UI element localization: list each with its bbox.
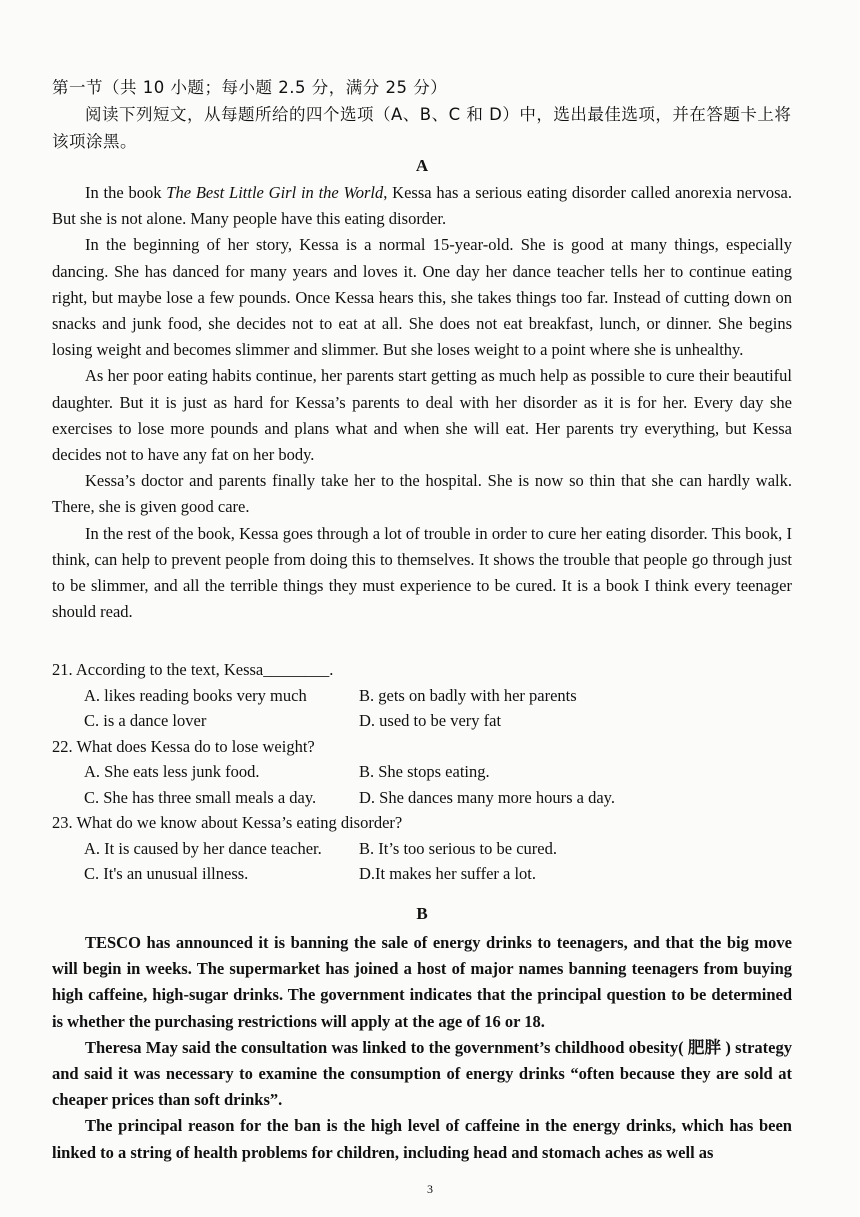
- passage-a: [52, 156, 792, 625]
- option-b[interactable]: B. gets on badly with her parents: [359, 685, 577, 705]
- p1-text-after: , Kessa has a serious eating disorder called anorexia nervosa. But she is not alone. Many people have this eating disorder.: [52, 183, 792, 229]
- book-title: The Best Little Girl in the World: [166, 183, 384, 202]
- p1-text-before: In the book: [85, 183, 167, 202]
- passage-a-paragraph-5: In the rest of the book, Kessa goes through a lot of trouble in order to cure her eating disorder. This book, I think, can help to prevent people from doing this to themselves. It shows the trouble that people go through just to be slimmer, and all the terrible things they must experience to be cured. It is a book I think every teenager should read.: [52, 523, 792, 622]
- question-23: [52, 810, 792, 887]
- section-header: [52, 74, 792, 155]
- option-c[interactable]: C. It's an unusual illness.: [84, 864, 249, 883]
- passage-a-heading: A: [415, 156, 429, 175]
- option-d[interactable]: D. She dances many more hours a day.: [359, 787, 615, 807]
- passage-b-paragraph-3: The principal reason for the ban is the high level of caffeine in the energy drinks, which has been linked to a string of health problems for children, including head and stomach aches as well as: [52, 1116, 792, 1162]
- option-a[interactable]: A. She eats less junk food.: [84, 762, 260, 781]
- question-stem: 21. According to the text, Kessa________.: [52, 660, 334, 679]
- passage-a-paragraph-1: [52, 180, 792, 232]
- section-title: 第一节（共 10 小题；每小题 2.5 分，满分 25 分）: [52, 78, 448, 97]
- passage-b-paragraph-1: TESCO has announced it is banning the sale of energy drinks to teenagers, and that the big move will begin in weeks. The supermarket has joined a host of major names banning teenagers from buying high caffeine, high-sugar drinks. The government indicates that the principal question to be determined is whether the purchasing restrictions will apply at the age of 16 or 18.: [52, 933, 792, 1031]
- question-stem: 22. What does Kessa do to lose weight?: [52, 736, 315, 756]
- page-number: 3: [427, 1182, 433, 1196]
- option-c[interactable]: C. is a dance lover: [84, 711, 207, 730]
- question-21: [52, 657, 792, 734]
- question-stem: 23. What do we know about Kessa’s eating disorder?: [52, 813, 403, 832]
- option-b[interactable]: B. It’s too serious to be cured.: [359, 838, 557, 858]
- option-a[interactable]: A. It is caused by her dance teacher.: [84, 838, 322, 858]
- passage-b-paragraph-2: Theresa May said the consultation was linked to the government’s childhood obesity( 肥胖 ) strategy and said it was necessary to examine the consumption of energy drinks “often because they are sold at cheaper prices than soft drinks”.: [52, 1037, 792, 1110]
- passage-b: [52, 904, 792, 1166]
- option-a[interactable]: A. likes reading books very much: [84, 685, 307, 705]
- option-b[interactable]: B. She stops eating.: [359, 762, 490, 781]
- question-22: [52, 734, 792, 811]
- option-d[interactable]: D. used to be very fat: [359, 711, 502, 730]
- passage-a-paragraph-4: Kessa’s doctor and parents finally take her to the hospital. She is now so thin that she can hardly walk. There, she is given good care.: [52, 471, 792, 517]
- section-instruction: 阅读下列短文，从每题所给的四个选项（A、B、C 和 D）中，选出最佳选项，并在答题卡上将该项涂黑。: [52, 105, 792, 151]
- option-c[interactable]: C. She has three small meals a day.: [84, 787, 317, 807]
- question-list: [52, 657, 792, 887]
- passage-a-paragraph-3: As her poor eating habits continue, her parents start getting as much help as possible to cure their beautiful daughter. But it is just as hard for Kessa’s parents to deal with her disorder as it is for her. Every day she exercises to lose more pounds and plans what and when she will eat. Her parents try everything, but Kessa decides not to have any fat on her body.: [52, 366, 792, 465]
- passage-a-paragraph-2: In the beginning of her story, Kessa is a normal 15-year-old. She is good at many things, especially dancing. She has danced for many years and loves it. One day her dance teacher tells her to continue eating right, but maybe lose a few pounds. Once Kessa hears this, she takes things too far. Instead of cutting down on snacks and junk food, she decides not to eat at all. She does not eat breakfast, lunch, or dinner. She begins losing weight and becomes slimmer and slimmer. But she loses weight to a point where she is unhealthy.: [52, 235, 792, 360]
- option-d[interactable]: D.It makes her suffer a lot.: [359, 864, 537, 883]
- passage-b-heading: B: [416, 904, 428, 923]
